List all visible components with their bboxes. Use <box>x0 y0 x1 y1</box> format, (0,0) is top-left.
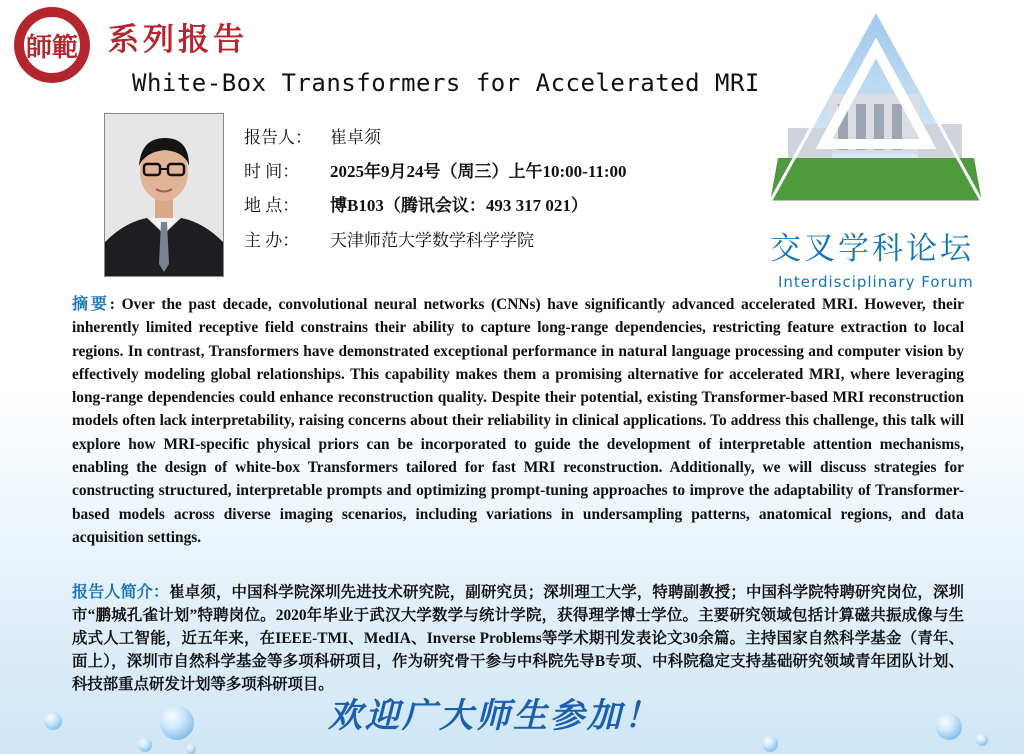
series-label: 系列报告 <box>108 22 248 58</box>
host-label: 主 办： <box>244 231 300 250</box>
logo-text: 師範 <box>25 32 78 62</box>
speaker-portrait-graphic <box>105 114 223 276</box>
host-row <box>244 226 534 251</box>
place-label: 地 点： <box>244 196 300 215</box>
speaker-value: 崔卓须 <box>330 128 381 147</box>
bio-text: 崔卓须，中国科学院深圳先进技术研究院，副研究员；深圳理工大学，特聘副教授；中国科学院特聘研究岗位，深圳市“鹏城孔雀计划”特聘岗位。2020年毕业于武汉大学数学与统计学院，获得理学博士学位。主要研究领域包括计算磁共振成像与生成式人工智能，近五年来，在IEEE-TMI、MedIA、Inverse Problems等学术期刊发表论文30余篇。主持国家自然科学基金（青年、面上），深圳市自然科学基金等多项科研项目，作为研究骨干参与中科院先导B专项、中科院稳定支持基础研究领域青年团队计划、科技部重点研发计划等多项科研项目。 <box>72 584 964 693</box>
university-logo <box>14 7 90 83</box>
abstract-text: : Over the past decade, convolutional neural networks (CNNs) have significantly advanced accelerated MRI. However, their inherently limited receptive field constrains their ability to capture long-range dependencies, restricting feature extraction to local regions. In contrast, Transformers have demonstrated exceptional performance in natural language processing and computer vision by effectively modeling global relationships. This capability makes them a promising alternative for accelerated MRI, where leveraging long-range dependencies could enhance reconstruction quality. Despite their potential, existing Transformer-based MRI reconstruction models often lack interpretability, raising concerns about their reliability in clinical applications. To address this challenge, this talk will explore how MRI-specific physical priors can be incorporated to guide the development of interpretable attention mechanisms, enabling the design of white-box Transformers tailored for fast MRI reconstruction. Additionally, we will discuss strategies for constructing structured, interpretable prompts and optimizing prompt-tuning approaches to improve the adaptability of Transformer-based models across diverse imaging scenarios, including variations in undersampling patterns, anatomical regions, and data acquisition settings. <box>72 296 964 546</box>
speaker-row <box>244 123 381 148</box>
abstract-block <box>72 292 964 549</box>
time-label: 时 间： <box>244 162 300 181</box>
forum-name-en: Interdisciplinary Forum <box>778 273 974 291</box>
university-seal <box>22 15 82 75</box>
abstract-label: 摘要 <box>72 294 110 313</box>
forum-triangle-graphic <box>768 8 984 204</box>
bubble-decoration <box>936 714 962 740</box>
bubble-decoration <box>976 734 988 746</box>
bio-label: 报告人简介： <box>72 582 170 601</box>
forum-name-cn: 交叉学科论坛 <box>770 231 974 267</box>
bubble-decoration <box>186 744 196 754</box>
place-row <box>244 191 588 216</box>
bubble-decoration <box>44 712 62 730</box>
time-value: 2025年9月24号（周三）上午10:00-11:00 <box>330 162 627 181</box>
speaker-label: 报告人： <box>244 128 312 147</box>
bubble-decoration <box>138 738 152 752</box>
welcome-message: 欢迎广大师生参加！ <box>328 696 661 736</box>
bubble-decoration <box>160 706 194 740</box>
host-value: 天津师范大学数学科学学院 <box>330 231 534 250</box>
bubble-decoration <box>762 736 778 752</box>
bio-block <box>72 580 964 696</box>
talk-title: White-Box Transformers for Accelerated MRI <box>132 69 760 97</box>
time-row <box>244 157 627 182</box>
speaker-photo <box>104 113 224 277</box>
place-value: 博B103（腾讯会议：493 317 021） <box>330 196 588 215</box>
